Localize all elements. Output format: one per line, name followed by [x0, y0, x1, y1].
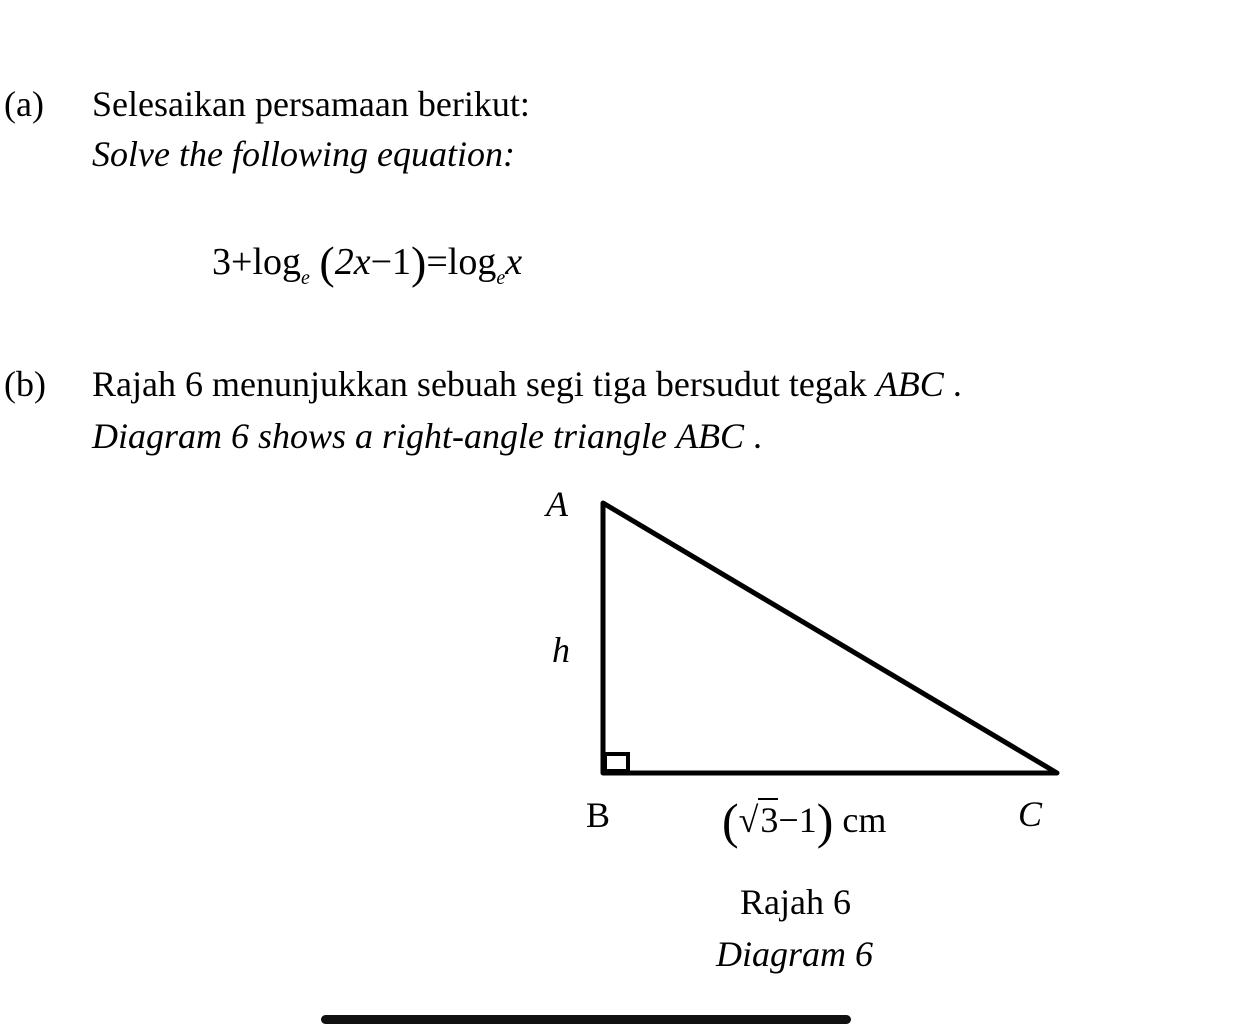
statement-en-text: Diagram 6 shows a right-angle triangle: [92, 416, 668, 456]
part-b-marker: (b): [4, 364, 46, 404]
statement-ms-period: .: [952, 364, 962, 404]
base-minus: −: [778, 800, 799, 840]
part-a-instruction-en: Solve the following equation:: [92, 134, 515, 174]
eq-log-base-2: e: [496, 267, 506, 289]
eq-argument-2: x: [505, 241, 523, 283]
sqrt-symbol: √: [738, 800, 759, 840]
side-ab-label: h: [552, 630, 570, 670]
caption-en: Diagram 6: [716, 934, 874, 974]
eq-one: 1: [392, 241, 412, 283]
eq-log-2: log: [447, 241, 497, 283]
statement-ms-triangle-label: ABC: [875, 364, 944, 404]
eq-open-paren: (: [319, 237, 335, 288]
vertex-a-label: A: [546, 484, 568, 524]
statement-en-triangle-label: ABC: [676, 416, 745, 456]
eq-close-paren: ): [411, 237, 427, 288]
base-unit: cm: [842, 800, 887, 840]
vertex-b-label: B: [586, 795, 611, 835]
eq-minus: −: [370, 241, 393, 283]
sqrt-radicand: 3: [760, 800, 779, 840]
triangle-abc: [603, 503, 1057, 773]
base-one: 1: [798, 800, 817, 840]
eq-constant: 3: [212, 241, 231, 283]
eq-plus: +: [231, 241, 253, 283]
part-a-instruction-ms: Selesaikan persamaan berikut:: [92, 84, 530, 124]
eq-log-base-1: e: [301, 267, 310, 289]
base-length-label: [722, 793, 887, 849]
base-close-paren: ): [816, 793, 834, 849]
eq-log-1: log: [252, 241, 301, 283]
statement-en-period: .: [753, 416, 763, 456]
home-indicator-bar[interactable]: [321, 1015, 851, 1024]
vertex-c-label: C: [1018, 794, 1043, 834]
right-angle-marker: [605, 754, 628, 771]
part-a-marker: (a): [4, 84, 44, 124]
caption-ms: Rajah 6: [740, 882, 851, 922]
eq-argument-1: 2x: [334, 241, 371, 283]
base-open-paren: (: [722, 793, 739, 849]
eq-equals: =: [426, 241, 448, 283]
statement-ms-text: Rajah 6 menunjukkan sebuah segi tiga bersudut tegak: [92, 364, 867, 404]
